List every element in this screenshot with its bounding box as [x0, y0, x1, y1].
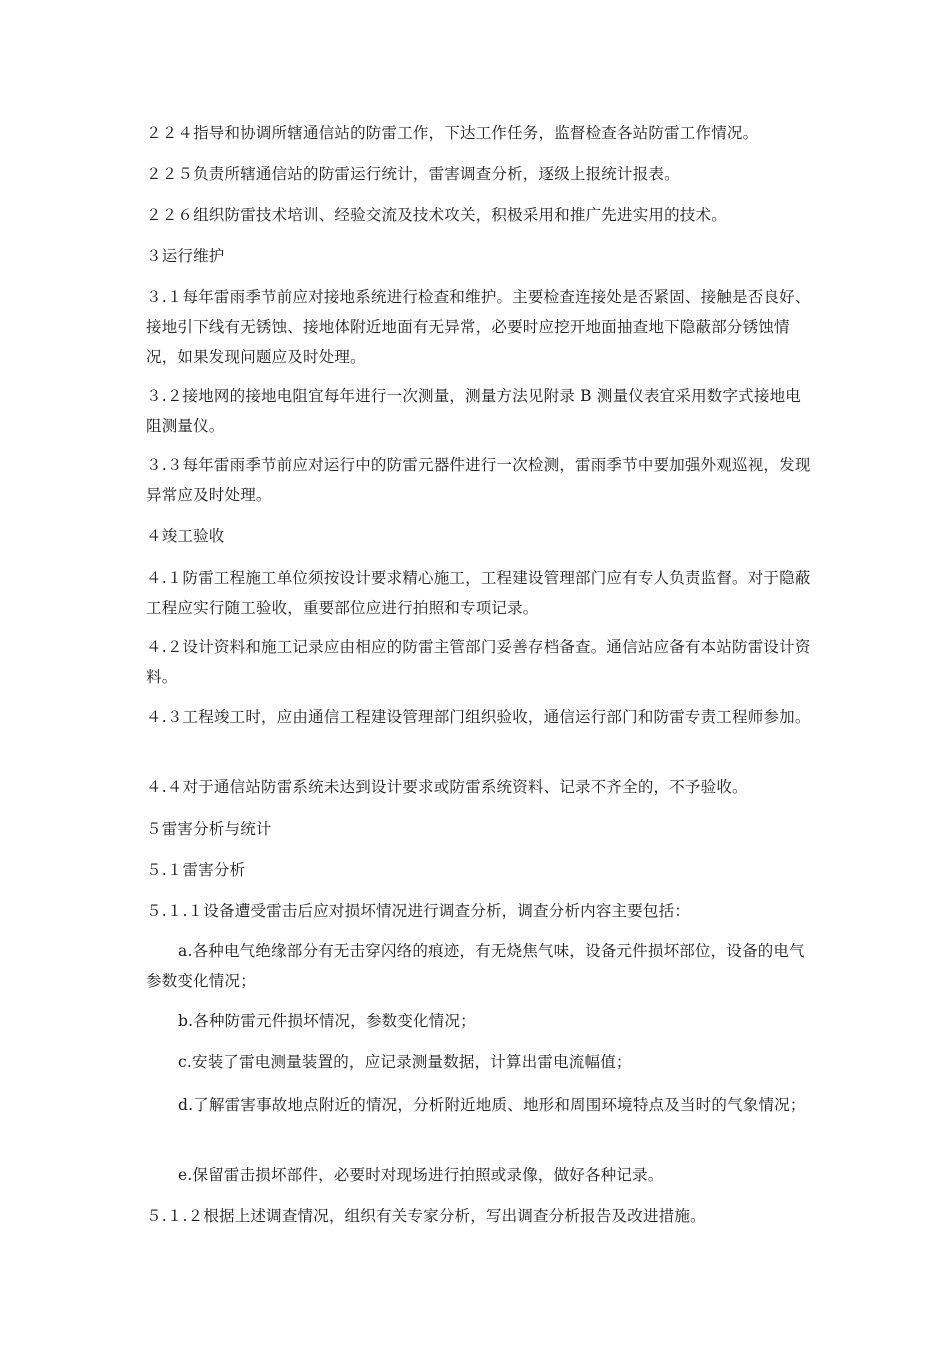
section-heading-3: ３运行维护	[146, 247, 225, 265]
clause-5-1-2: ５.１.２根据上述调查情况，组织有关专家分析，写出调查分析报告及改进措施。	[146, 1207, 706, 1225]
clause-2-2-4: ２２４指导和协调所辖通信站的防雷工作，下达工作任务，监督检查各站防雷工作情况。	[146, 124, 759, 142]
clause-3-1: ３.１每年雷雨季节前应对接地系统进行检查和维护。主要检查连接处是否紧固、接触是否良好、接地引下线有无锈蚀、接地体附近地面有无异常，必要时应挖开地面抽查地下隐蔽部分锈蚀情况，如果发现问题应及时处理。	[146, 288, 811, 366]
clause-4-4: ４.４对于通信站防雷系统未达到设计要求或防雷系统资料、记录不齐全的，不予验收。	[146, 778, 748, 796]
clause-4-2: ４.２设计资料和施工记录应由相应的防雷主管部门妥善存档备查。通信站应备有本站防雷设计资料。	[146, 638, 811, 686]
list-item-d: d.了解雷害事故地点附近的情况，分析附近地质、地形和周围环境特点及当时的气象情况；	[178, 1096, 806, 1114]
list-item-a: a.各种电气绝缘部分有无击穿闪络的痕迹，有无烧焦气味，设备元件损坏部位，设备的电气参数变化情况；	[146, 942, 805, 990]
clause-4-1: ４.１防雷工程施工单位须按设计要求精心施工，工程建设管理部门应有专人负责监督。对于隐蔽工程应实行随工验收，重要部位应进行拍照和专项记录。	[146, 569, 811, 617]
subsection-heading-5-1: ５.１雷害分析	[146, 861, 246, 879]
clause-4-3: ４.３工程竣工时，应由通信工程建设管理部门组织验收，通信运行部门和防雷专责工程师参加。	[146, 708, 811, 726]
clause-2-2-6: ２２６组织防雷技术培训、经验交流及技术攻关，积极采用和推广先进实用的技术。	[146, 206, 727, 224]
clause-3-3: ３.３每年雷雨季节前应对运行中的防雷元器件进行一次检测，雷雨季节中要加强外观巡视，发现异常应及时处理。	[146, 456, 811, 504]
clause-5-1-1: ５.１.１设备遭受雷击后应对损坏情况进行调查分析，调查分析内容主要包括：	[146, 902, 691, 920]
list-item-b: b.各种防雷元件损坏情况，参数变化情况；	[178, 1012, 476, 1030]
section-heading-4: ４竣工验收	[146, 527, 225, 545]
section-heading-5: ５雷害分析与统计	[146, 820, 272, 838]
clause-2-2-5: ２２５负责所辖通信站的防雷运行统计，雷害调查分析，逐级上报统计报表。	[146, 165, 680, 183]
list-item-c: c.安装了雷电测量装置的，应记录测量数据，计算出雷电流幅值；	[178, 1053, 632, 1071]
clause-3-2: ３.２接地网的接地电阻宜每年进行一次测量，测量方法见附录 B 测量仪表宜采用数字式接地电阻测量仪。	[146, 387, 801, 435]
list-item-e: e.保留雷击损坏部件，必要时对现场进行拍照或录像，做好各种记录。	[178, 1166, 664, 1184]
